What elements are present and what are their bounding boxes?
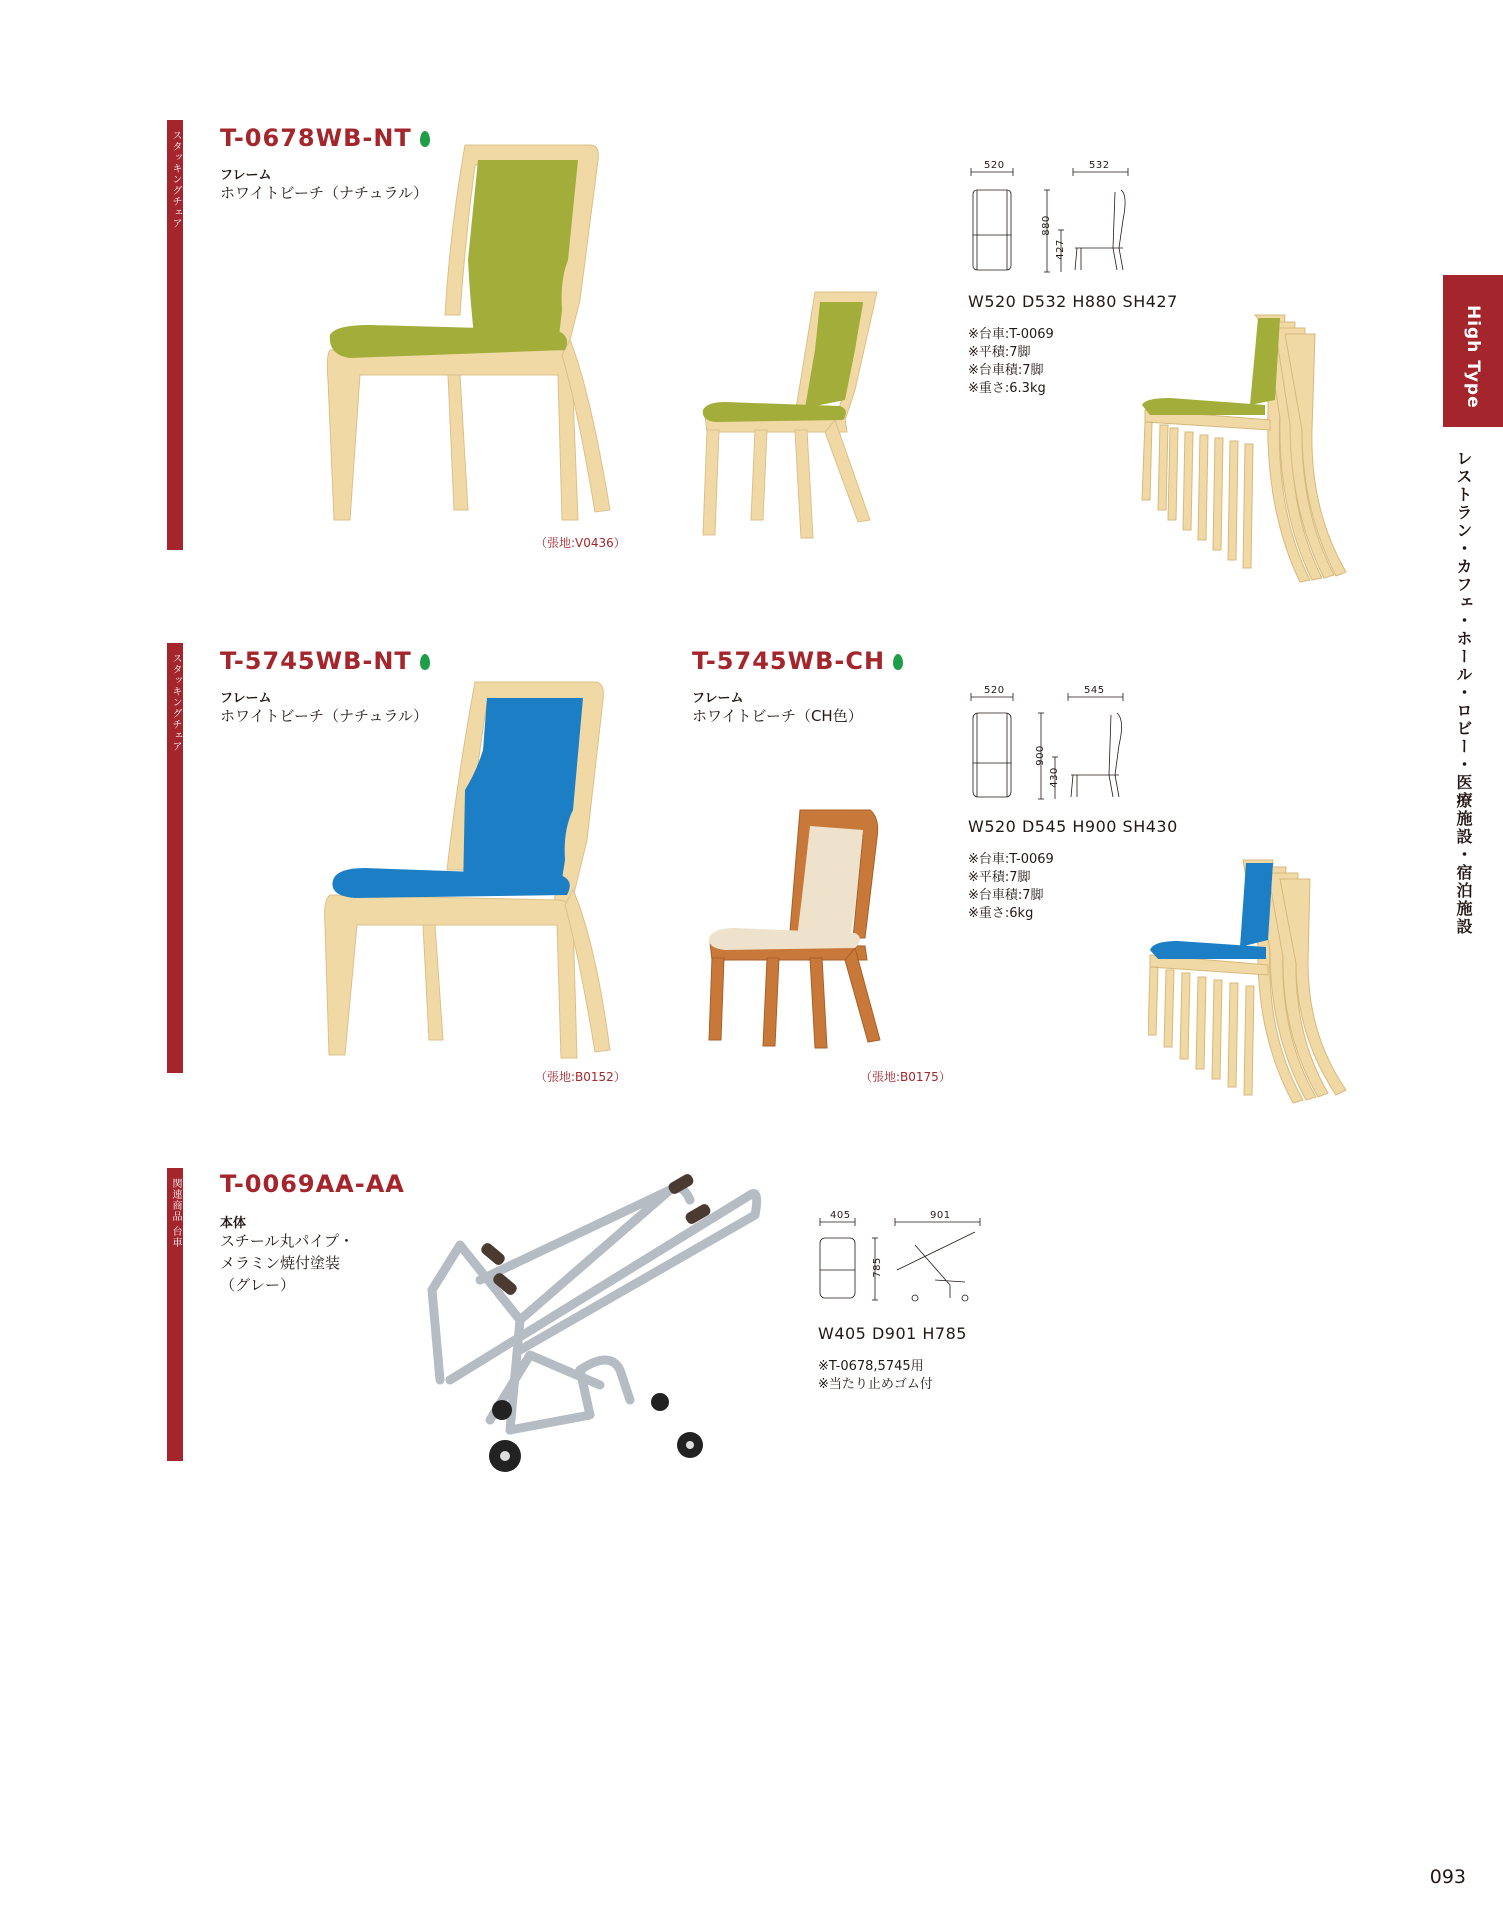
frame-value-line: （グレー） bbox=[220, 1276, 296, 1294]
chair-photo-angle bbox=[695, 290, 885, 550]
dimensions-summary: W520 D545 H900 SH430 bbox=[968, 817, 1178, 836]
high-type-tab[interactable] bbox=[1443, 275, 1503, 427]
product-model-title bbox=[220, 1170, 405, 1198]
eco-leaf-icon bbox=[893, 654, 903, 670]
dim-front-width: 520 bbox=[984, 685, 1005, 696]
dimensions-summary: W405 D901 H785 bbox=[818, 1324, 967, 1343]
dim-front-width: 520 bbox=[984, 160, 1005, 171]
frame-label: フレーム bbox=[220, 168, 272, 183]
note-flat-stack: ※平積:7脚 bbox=[968, 870, 1031, 885]
category-label: レストラン・カフェ・ホール・ロビー・医療施設・宿泊施設 bbox=[1454, 450, 1473, 936]
section-bar-label: スタッキングチェア bbox=[170, 653, 181, 752]
tab-label: High Type bbox=[1463, 305, 1483, 409]
dim-height: 880 bbox=[1040, 215, 1052, 236]
dim-seat-height: 427 bbox=[1054, 239, 1066, 260]
cart-photo bbox=[420, 1170, 770, 1475]
fabric-code: （張地:V0436） bbox=[535, 536, 626, 550]
model-number: T-0069AA-AA bbox=[220, 1170, 405, 1198]
dim-seat-height: 430 bbox=[1048, 767, 1060, 788]
product-notes bbox=[968, 326, 1054, 398]
dim-side-depth: 532 bbox=[1089, 160, 1110, 171]
note-weight: ※重さ:6kg bbox=[968, 906, 1034, 921]
dim-front-width: 405 bbox=[830, 1210, 851, 1221]
frame-value-line: スチール丸パイプ・ bbox=[220, 1232, 354, 1250]
dimension-drawing-3 bbox=[815, 1210, 990, 1310]
model-number: T-5745WB-CH bbox=[692, 647, 886, 675]
product-model-title bbox=[692, 647, 903, 675]
dim-side-depth: 545 bbox=[1084, 685, 1105, 696]
note-cart-stack: ※台車積:7脚 bbox=[968, 888, 1044, 903]
frame-label: フレーム bbox=[220, 691, 272, 706]
note-cart: ※台車:T-0069 bbox=[968, 327, 1054, 342]
fabric-code: （張地:B0152） bbox=[535, 1070, 626, 1084]
chair-photo-natural bbox=[315, 680, 615, 1065]
note-rubber: ※当たり止めゴム付 bbox=[818, 1377, 933, 1392]
chair-photo-front bbox=[310, 140, 620, 540]
note-flat-stack: ※平積:7脚 bbox=[968, 345, 1031, 360]
product-model-title bbox=[220, 647, 430, 675]
note-cart: ※台車:T-0069 bbox=[968, 852, 1054, 867]
frame-value: ホワイトビーチ（ナチュラル） bbox=[220, 707, 429, 725]
dimensions-summary: W520 D532 H880 SH427 bbox=[968, 292, 1178, 311]
frame-value: ホワイトビーチ（CH色） bbox=[692, 707, 863, 725]
section-bar-2 bbox=[167, 643, 183, 1073]
frame-label: フレーム bbox=[692, 691, 744, 706]
dim-side-depth: 901 bbox=[930, 1210, 951, 1221]
frame-value bbox=[220, 1230, 354, 1296]
note-cart-stack: ※台車積:7脚 bbox=[968, 363, 1044, 378]
stacked-chairs-photo bbox=[1148, 855, 1358, 1105]
frame-value: ホワイトビーチ（ナチュラル） bbox=[220, 184, 429, 202]
frame-label: 本体 bbox=[220, 1216, 247, 1231]
chair-photo-ch bbox=[705, 808, 895, 1053]
dim-height: 900 bbox=[1034, 745, 1046, 766]
model-number: T-5745WB-NT bbox=[220, 647, 412, 675]
frame-value-line: メラミン焼付塗装 bbox=[220, 1254, 341, 1272]
note-compatibility: ※T-0678,5745用 bbox=[818, 1359, 924, 1374]
fabric-code: （張地:B0175） bbox=[860, 1070, 951, 1084]
product-notes bbox=[818, 1358, 933, 1394]
section-bar-label: 関連商品 台車 bbox=[170, 1178, 181, 1249]
note-weight: ※重さ:6.3kg bbox=[968, 381, 1046, 396]
page-number: 093 bbox=[1429, 1866, 1466, 1888]
section-bar-label: スタッキングチェア bbox=[170, 130, 181, 229]
stacked-chairs-photo bbox=[1140, 310, 1355, 585]
section-bar-1 bbox=[167, 120, 183, 550]
model-number: T-0678WB-NT bbox=[220, 124, 412, 152]
eco-leaf-icon bbox=[420, 654, 430, 670]
product-notes bbox=[968, 851, 1054, 923]
dim-height: 785 bbox=[871, 1257, 883, 1278]
section-bar-3 bbox=[167, 1168, 183, 1461]
